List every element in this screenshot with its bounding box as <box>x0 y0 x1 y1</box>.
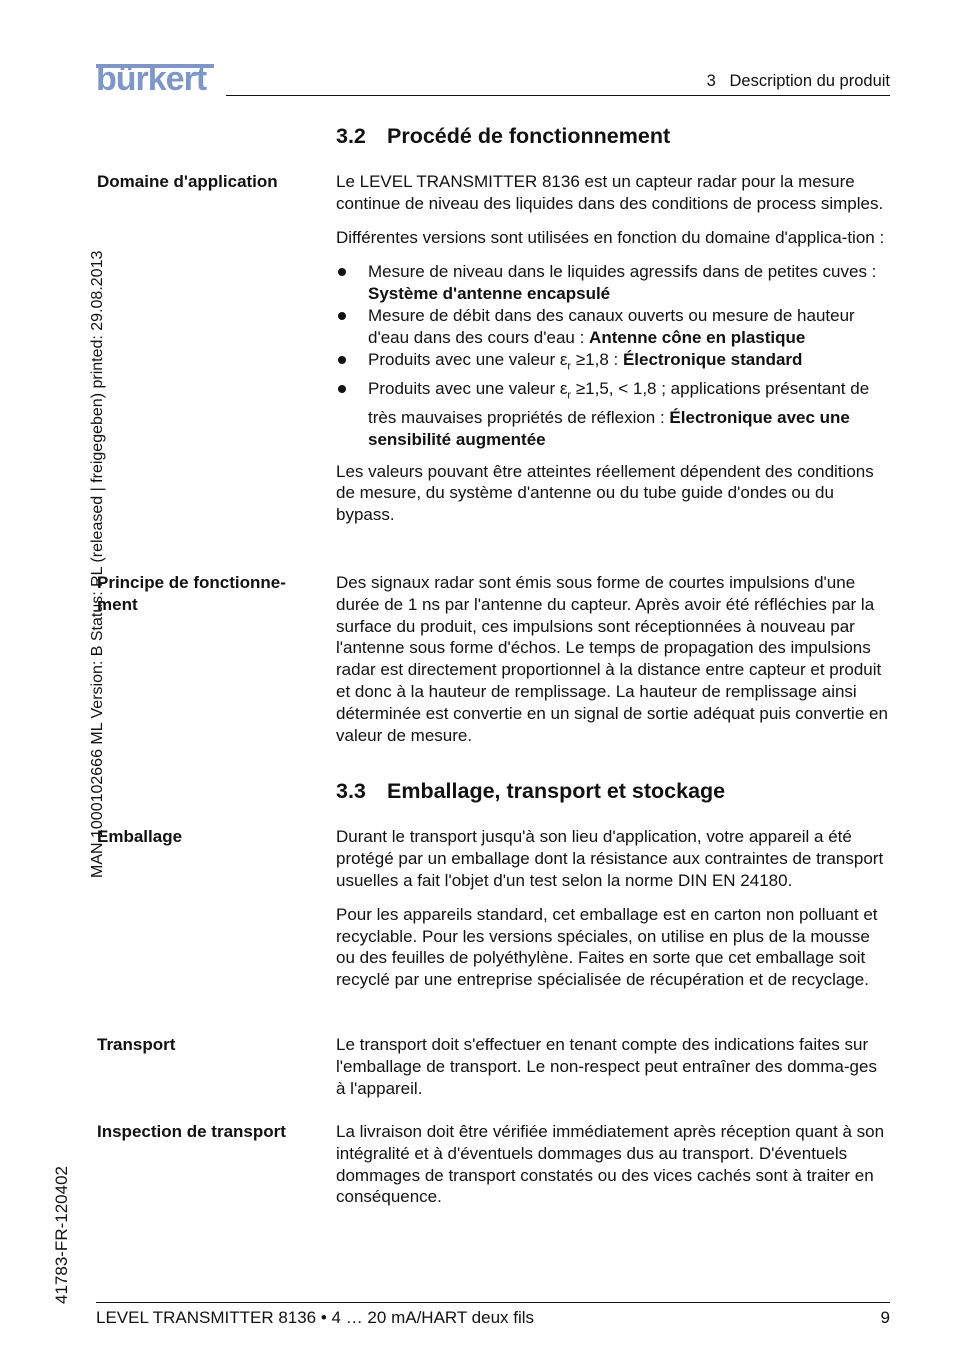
header-section-title: 3 Description du produit <box>706 72 890 90</box>
header-rule <box>226 95 890 96</box>
paragraph: Le transport doit s'effectuer en tenant compte des indications faites sur l'emballage de transport. Le non-respect peut entraîner des domma-ges à l'appareil. <box>336 1035 877 1098</box>
section-heading-3-3 <box>336 779 725 804</box>
list-item: Produits avec une valeur $\varepsilon_r \ge 1,8$ : Électronique standard <box>336 349 890 378</box>
paragraph: Le LEVEL TRANSMITTER 8136 est un capteur radar pour la mesure continue de niveau des liquides dans des conditions de process simples. <box>336 172 884 213</box>
label-domaine: Domaine d'application <box>97 172 278 191</box>
section-number: 3.2 <box>336 124 366 148</box>
label-emballage: Emballage <box>97 827 183 846</box>
list-item: Mesure de débit dans des canaux ouverts ou mesure de hauteur d'eau dans des cours d'eau : Antenne cône en plastique <box>336 305 890 349</box>
paragraph: Pour les appareils standard, cet emballage est en carton non polluant et recyclable. Pour les versions spéciales, on utilise en plus de la mousse ou des feuilles de polyéthylène. Faites en sorte que cet emballage soit recyclé par une entreprise spécialisée de récupération et de recyclage. <box>336 904 878 990</box>
paragraph: Différentes versions sont utilisées en fonction du domaine d'applica-tion : <box>336 228 885 248</box>
burkert-logo <box>96 60 214 100</box>
page-number: 9 <box>880 1308 890 1327</box>
paragraph: La livraison doit être vérifiée immédiatement après réception quant à son intégralité et à d'éventuels dommages dus au transport. D'éventuels dommages de transport constatés ou des vices cachés sont à traiter en conséquence. <box>336 1122 885 1207</box>
bullet-list <box>336 261 890 450</box>
label-transport: Transport <box>97 1035 176 1054</box>
paragraph: Les valeurs pouvant être atteintes réellement dépendent des conditions de mesure, du système d'antenne ou du tube guide d'ondes ou du bypass. <box>336 461 874 525</box>
footer-rule <box>96 1302 890 1303</box>
footer-title: LEVEL TRANSMITTER 8136 • 4 … 20 mA/HART deux fils <box>96 1308 535 1327</box>
paragraph: Durant le transport jusqu'à son lieu d'application, votre appareil a été protégé par un emballage dont la résistance aux contraintes de transport usuelles a fait l'objet d'un test selon la norme DIN EN 24180. <box>336 827 884 890</box>
label-principe: Principe de fonctionne-ment <box>97 573 286 614</box>
document-status-text: MAN 1000102666 ML Version: B Status: RL (released | freigegeben) printed: 29.08.2013 <box>89 250 106 878</box>
domaine-body <box>336 171 890 538</box>
section-number: 3.3 <box>336 779 366 803</box>
document-id: 41783-FR-120402 <box>52 1166 71 1304</box>
section-title: Emballage, transport et stockage <box>387 779 726 803</box>
label-inspection: Inspection de transport <box>97 1122 286 1141</box>
section-title: Procédé de fonctionnement <box>387 124 671 148</box>
inspection-body <box>336 1121 890 1221</box>
section-heading-3-2 <box>336 124 670 149</box>
emballage-body <box>336 826 890 1004</box>
principe-body <box>336 572 890 759</box>
list-item: Mesure de niveau dans le liquides agressifs dans de petites cuves : Système d'antenne encapsulé <box>336 261 890 305</box>
logo-text: bürkert <box>96 60 207 98</box>
transport-body <box>336 1034 890 1112</box>
list-item: Produits avec une valeur $\varepsilon_r \ge 1,5$, < 1,8 ; applications présentant de très mauvaises propriétés de réflexion : Électronique avec une sensibilité augmentée <box>336 378 890 451</box>
paragraph: Des signaux radar sont émis sous forme de courtes impulsions d'une durée de 1 ns par l'antenne du capteur. Après avoir été réfléchies par la surface du produit, ces impulsions sont réceptionnées à nouveau par l'antenne sous forme d'échos. Le temps de propagation des impulsions radar est directement proportionnel à la distance entre capteur et produit et donc à la hauteur de remplissage. La hauteur de remplissage ainsi déterminée est convertie en un signal de sortie adéquat puis convertie en valeur de mesure. <box>336 573 888 745</box>
